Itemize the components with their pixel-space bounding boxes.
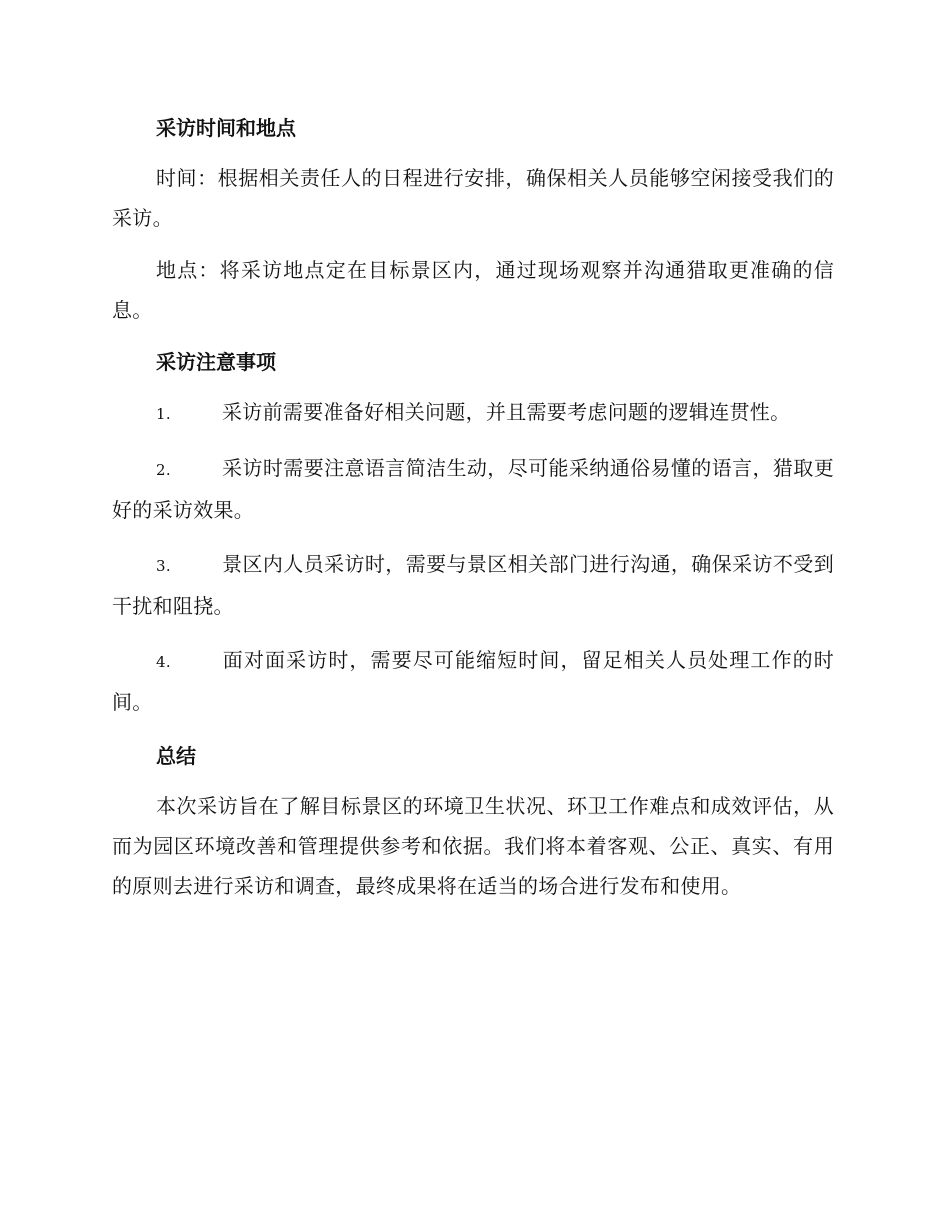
list-item	[112, 392, 834, 434]
paragraph-summary: 本次采访旨在了解目标景区的环境卫生状况、环卫工作难点和成效评估，从而为园区环境改善和管理提供参考和依据。我们将本着客观、公正、真实、有用的原则去进行采访和调查，最终成果将在适当的场合进行发布和使用。	[112, 794, 834, 898]
paragraph-time: 时间：根据相关责任人的日程进行安排，确保相关人员能够空闲接受我们的采访。	[112, 166, 834, 230]
section-heading-notes: 采访注意事项	[156, 350, 276, 374]
list-item-text: 采访前需要准备好相关问题，并且需要考虑问题的逻辑连贯性。	[222, 400, 791, 424]
list-item-number: 1.	[156, 405, 171, 423]
list-item-text: 面对面采访时，需要尽可能缩短时间，留足相关人员处理工作的时间。	[112, 648, 834, 714]
section-heading-summary: 总结	[156, 744, 196, 768]
list-item-number: 2.	[156, 461, 171, 479]
document-page	[112, 108, 834, 918]
list-item-text: 采访时需要注意语言简洁生动，尽可能采纳通俗易懂的语言，猎取更好的采访效果。	[112, 456, 834, 522]
list-item	[112, 448, 834, 530]
list-item-text: 景区内人员采访时，需要与景区相关部门进行沟通，确保采访不受到干扰和阻挠。	[112, 552, 834, 618]
list-item	[112, 640, 834, 722]
paragraph-place: 地点：将采访地点定在目标景区内，通过现场观察并沟通猎取更准确的信息。	[112, 258, 834, 322]
list-item-number: 4.	[156, 653, 171, 671]
list-item-number: 3.	[156, 557, 171, 575]
section-heading-time-place: 采访时间和地点	[156, 116, 296, 140]
list-item	[112, 544, 834, 626]
